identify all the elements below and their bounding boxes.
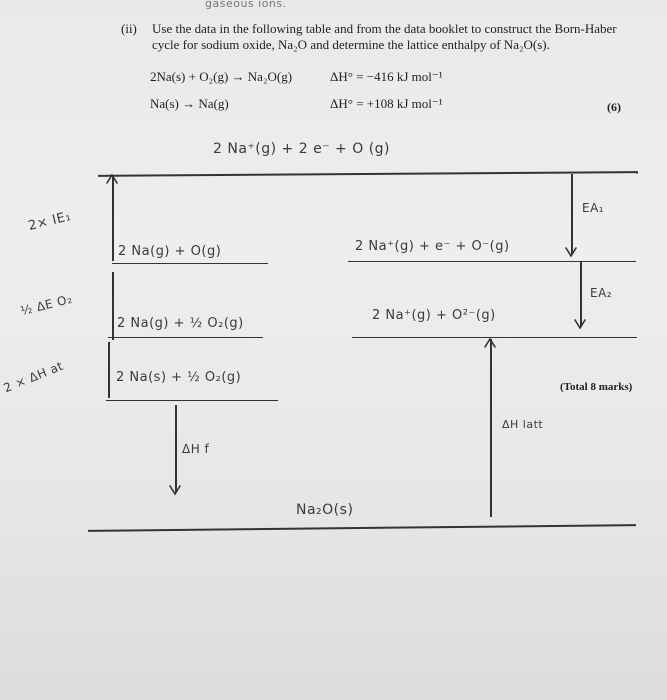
level-na-o-label: 2 Na(g) + O(g) — [118, 244, 222, 259]
top-scrawl: gaseous ions. — [205, 0, 287, 10]
level-nas-half-o2-label: 2 Na(s) + ½ O₂(g) — [116, 370, 242, 385]
ea2-arrowhead-icon — [575, 320, 585, 328]
marks-label: (6) — [607, 100, 621, 114]
ea1-arrowhead-icon — [566, 248, 576, 256]
question-line-2: cycle for sodium oxide, Na₂O and determine the lattice enthalpy of Na₂O(s). — [152, 37, 550, 52]
label-bde: ½ ΔE O₂ — [19, 291, 74, 319]
label-dhf: ΔH f — [182, 442, 210, 456]
label-ea2: EA₂ — [590, 286, 613, 300]
level-product-label: Na₂O(s) — [296, 502, 354, 518]
label-atomisation: 2 × ΔH at — [1, 358, 66, 396]
level-na-ion-o2minus-label: 2 Na⁺(g) + O²⁻(g) — [372, 308, 496, 323]
label-ie: 2× IE₁ — [26, 208, 73, 235]
level-top-label: 2 Na⁺(g) + 2 e⁻ + O (g) — [213, 141, 391, 157]
equation-2: Na(s) → Na(g) — [150, 96, 229, 111]
question-number: (ii) — [121, 21, 137, 36]
label-lattice: ΔH latt — [502, 418, 544, 431]
ie-arrowhead-icon — [107, 175, 117, 183]
enthalpy-1: ΔH° = −416 kJ mol⁻¹ — [330, 69, 443, 84]
question-line-1: Use the data in the following table and from the data booklet to construct the Born-Haber — [152, 21, 617, 36]
lattice-arrowhead-icon — [485, 339, 495, 347]
total-marks-label: (Total 8 marks) — [560, 381, 633, 393]
equation-1: 2Na(s) + O₂(g) → Na₂O(g) — [150, 69, 293, 84]
dhf-arrowhead-icon — [170, 486, 180, 494]
enthalpy-2: ΔH° = +108 kJ mol⁻¹ — [330, 96, 443, 111]
level-na-ion-o-minus-label: 2 Na⁺(g) + e⁻ + O⁻(g) — [355, 239, 510, 254]
label-ea1: EA₁ — [582, 201, 605, 215]
level-na-half-o2-label: 2 Na(g) + ½ O₂(g) — [117, 316, 244, 331]
